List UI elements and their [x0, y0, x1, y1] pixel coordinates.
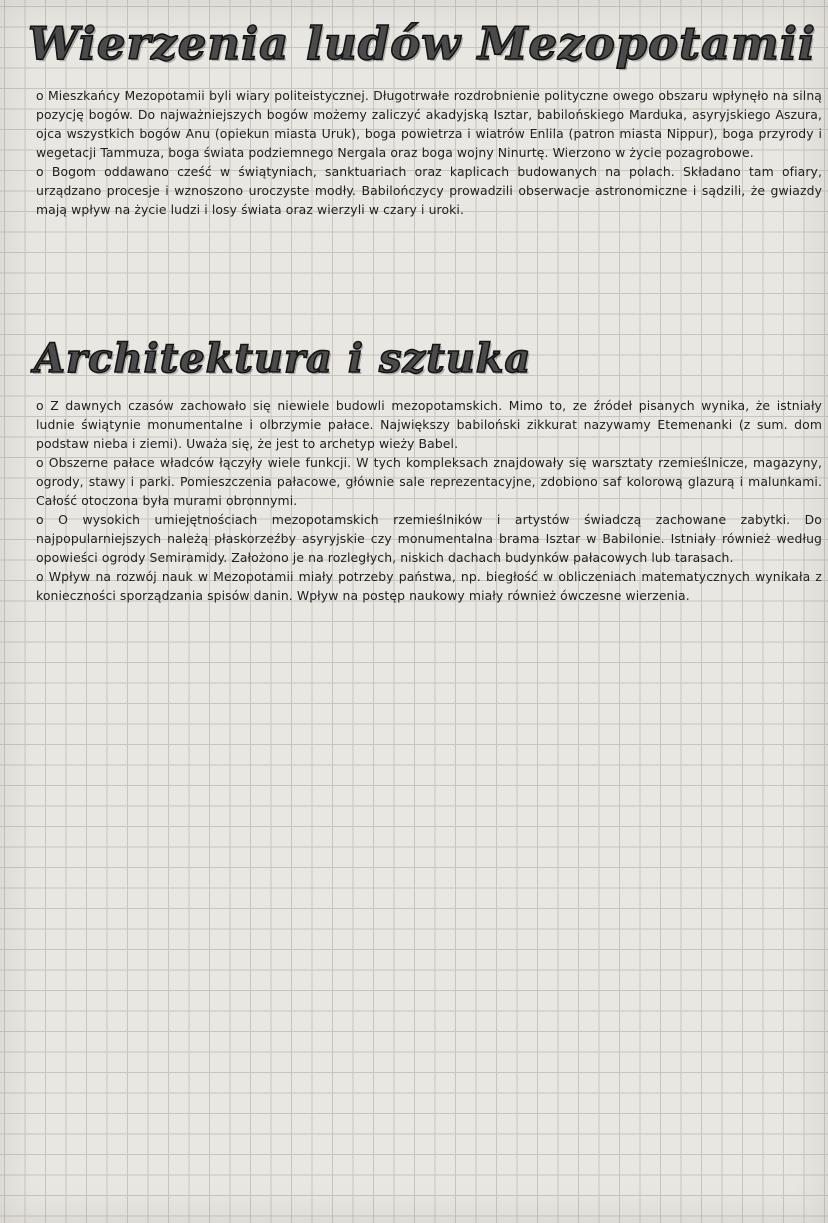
paragraph-craftsmen: o O wysokich umiejętnościach mezopotamskich rzemieślników i artystów świadczą zachowane zabytki. Do najpopularniejszych należą płaskorzeźby asyryjskie czy monumentalna brama Isztar w Babilonie. Istniały również według opowieści ogrody Semiramidy. Założono je na rozległych, niskich dachach budynków pałacowych lub tarasach. — [36, 512, 822, 565]
paragraph-science: o Wpływ na rozwój nauk w Mezopotamii miały potrzeby państwa, np. biegłość w obliczeniach matematycznych wynikała z konieczności sporządzania spisów danin. Wpływ na postęp naukowy miały również ówczesne wierzenia. — [36, 569, 822, 603]
paragraph-polytheism: o Mieszkańcy Mezopotamii byli wiary politeistycznej. Długotrwałe rozdrobnienie polityczne owego obszaru wpłynęło na silną pozycję bogów. Do najważniejszych bogów możemy zaliczyć akadyjską Isztar, babilońskiego Marduka, asyryjskiego Aszura, ojca wszystkich bogów Anu (opiekun miasta Uruk), boga powietrza i wiatrów Enlila (patron miasta Nippur), boga przyrody i wegetacji Tammuza, boga świata podziemnego Nergala oraz boga wojny Ninurtę. Wierzono w życie pozagrobowe. — [36, 88, 822, 160]
paragraph-palaces: o Obszerne pałace władców łączyły wiele funkcji. W tych kompleksach znajdowały się warsztaty rzemieślnicze, magazyny, ogrody, stawy i parki. Pomieszczenia pałacowe, głównie sale reprezentacyjne, zdobiono saf kolorową glazurą i malunkami. Całość otoczona była murami obronnymi. — [36, 455, 822, 508]
paragraph-buildings: o Z dawnych czasów zachowało się niewiele budowli mezopotamskich. Mimo to, ze źródeł pisanych wynika, że istniały ludnie świątynie monumentalne i olbrzymie pałace. Największy babiloński zikkurat nazywamy Etemenanki (z sum. dom podstaw nieba i ziemi). Uważa się, że jest to archetyp wieży Babel. — [36, 398, 822, 451]
paragraph-worship: o Bogom oddawano cześć w świątyniach, sanktuariach oraz kaplicach budowanych na polach. Składano tam ofiary, urządzano procesje i wznoszono uroczyste modły. Babilończycy prowadzili obserwacje astronomiczne i sądzili, że gwiazdy mają wpływ na życie ludzi i losy świata oraz wierzyli w czary i uroki. — [36, 164, 822, 217]
section-beliefs — [36, 86, 822, 219]
section-title-architecture: Architektura i sztuka — [34, 335, 532, 382]
section-architecture — [36, 396, 822, 605]
page-title: Wierzenia ludów Mezopotamii — [28, 17, 816, 70]
